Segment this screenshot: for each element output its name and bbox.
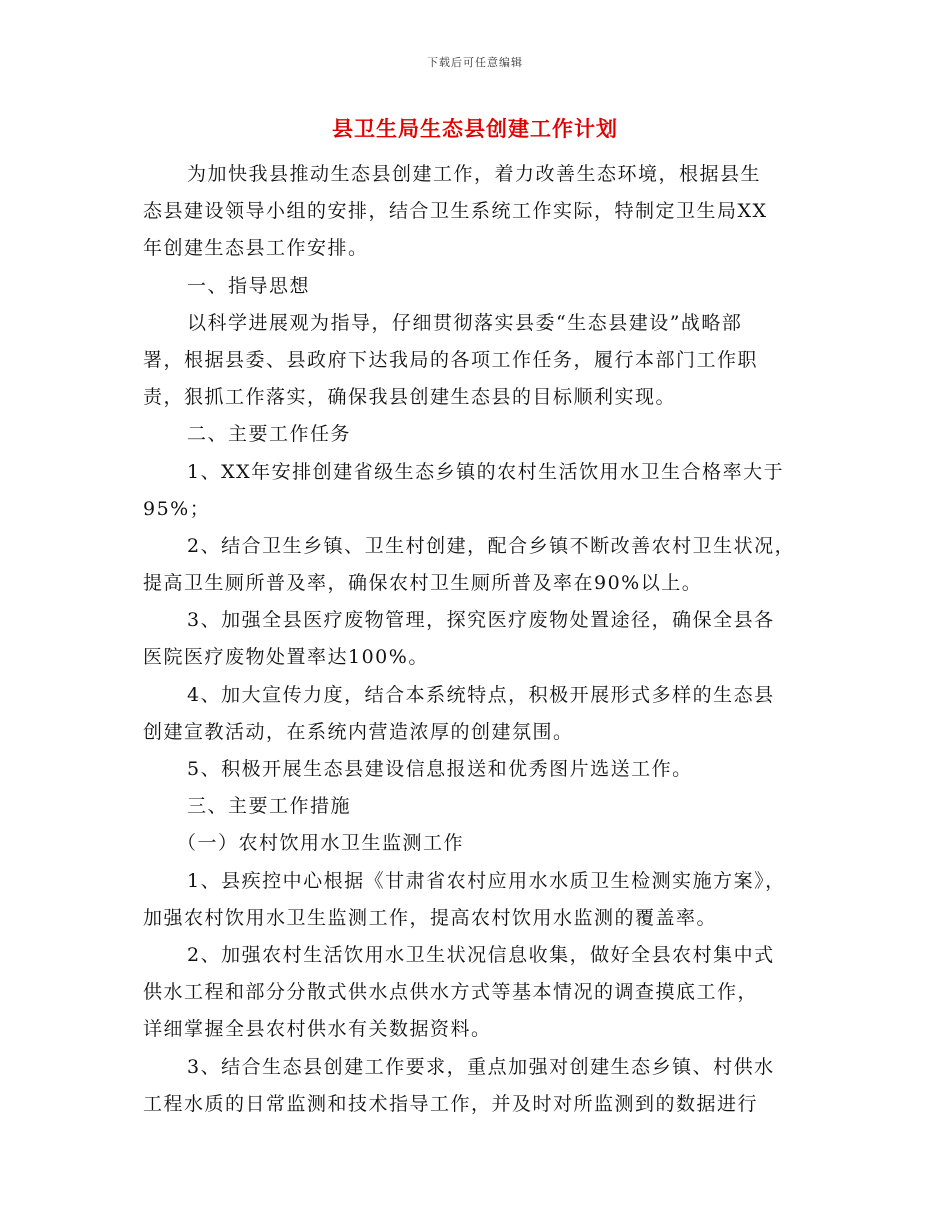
paragraph-line: 工程水质的日常监测和技术指导工作，并及时对所监测到的数据进行 [143, 1092, 759, 1115]
paragraph-line: 1、县疾控中心根据《甘肃省农村应用水水质卫生检测实施方案》， [187, 869, 786, 892]
paragraph-line: 95%； [143, 497, 211, 520]
paragraph-line: 以科学进展观为指导，仔细贯彻落实县委“生态县建设”战略部 [187, 311, 743, 334]
paragraph-line: 详细掌握全县农村供水有关数据资料。 [143, 1018, 492, 1041]
paragraph-line: 创建宣教活动，在系统内营造浓厚的创建氛围。 [143, 720, 574, 743]
subsection-heading: （一）农村饮用水卫生监测工作 [177, 832, 465, 855]
paragraph-line: 2、加强农村生活饮用水卫生状况信息收集，做好全县农村集中式 [187, 943, 775, 966]
paragraph-line: 提高卫生厕所普及率，确保农村卫生厕所普及率在90%以上。 [143, 572, 703, 595]
paragraph-line: 1、XX年安排创建省级生态乡镇的农村生活饮用水卫生合格率大于 [187, 460, 785, 483]
paragraph-line: 2、结合卫生乡镇、卫生村创建，配合乡镇不断改善农村卫生状况， [187, 534, 796, 557]
document-body [143, 156, 811, 1123]
section-heading: 二、主要工作任务 [187, 423, 352, 446]
paragraph-line: 责，狠抓工作落实，确保我县创建生态县的目标顺利实现。 [143, 386, 677, 409]
paragraph-line: 3、加强全县医疗废物管理，探究医疗废物处置途径，确保全县各 [187, 609, 775, 632]
paragraph-line: 3、结合生态县创建工作要求，重点加强对创建生态乡镇、村供水 [187, 1055, 775, 1078]
paragraph-line: 署，根据县委、县政府下达我局的各项工作任务，履行本部门工作职 [143, 348, 759, 371]
paragraph-line: 年创建生态县工作安排。 [143, 237, 369, 260]
section-heading: 三、主要工作措施 [187, 795, 352, 818]
paragraph-line: 为加快我县推动生态县创建工作，着力改善生态环境，根据县生 [187, 163, 762, 185]
paragraph-line: 医院医疗废物处置率达100%。 [143, 646, 429, 669]
paragraph-line: 加强农村饮用水卫生监测工作，提高农村饮用水监测的覆盖率。 [143, 906, 718, 929]
document-title: 县卫生局生态县创建工作计划 [332, 116, 618, 141]
header-note: 下载后可任意编辑 [427, 56, 523, 69]
paragraph-line: 态县建设领导小组的安排，结合卫生系统工作实际，特制定卫生局XX [143, 200, 768, 223]
paragraph-line: 供水工程和部分分散式供水点供水方式等基本情况的调查摸底工作， [143, 981, 759, 1004]
section-heading: 一、指导思想 [187, 274, 311, 297]
paragraph-line: 4、加大宣传力度，结合本系统特点，积极开展形式多样的生态县 [187, 683, 775, 706]
paragraph-line: 5、积极开展生态县建设信息报送和优秀图片选送工作。 [187, 758, 693, 780]
